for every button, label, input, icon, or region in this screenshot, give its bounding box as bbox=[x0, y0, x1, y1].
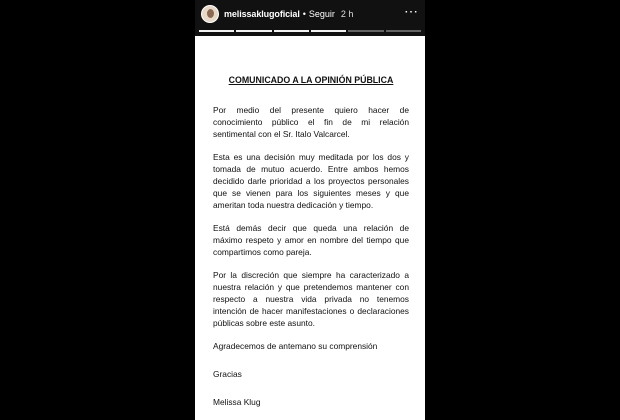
gracias-line: Gracias bbox=[213, 369, 242, 379]
thanks-line: Agradecemos de antemano su comprensión bbox=[213, 341, 378, 351]
username[interactable]: melissaklugoficial bbox=[224, 9, 300, 19]
signature: Melissa Klug bbox=[213, 397, 261, 407]
progress-segment bbox=[199, 30, 234, 32]
story-progress-bar bbox=[199, 30, 421, 32]
story-viewer bbox=[195, 0, 425, 420]
separator-dot: • bbox=[302, 9, 306, 19]
follow-button[interactable]: Seguir bbox=[308, 9, 335, 19]
more-options-icon[interactable]: ⋯ bbox=[404, 3, 419, 19]
statement-document bbox=[213, 74, 409, 419]
progress-segment bbox=[236, 30, 271, 32]
story-top-bar bbox=[195, 0, 425, 36]
avatar[interactable] bbox=[201, 5, 219, 23]
statement-paragraph-2: Esta es una decisión muy meditada por los dos y tomada de mutuo acuerdo. Entre ambos hemos decidido darle prioridad a los proyectos personales que se vienen para los siguientes meses y que ameritan toda nuestra dedicación y tiempo. bbox=[213, 152, 409, 210]
statement-title: COMUNICADO A LA OPINIÓN PÚBLICA bbox=[228, 75, 394, 85]
progress-segment bbox=[311, 30, 346, 32]
statement-paragraph-3: Está demás decir que queda una relación de máximo respeto y amor en nombre del tiempo que compartimos como pareja. bbox=[213, 223, 409, 257]
statement-paragraph-4: Por la discreción que siempre ha caracterizado a nuestra relación y que pretendemos mantener con respecto a nuestra vida privada no tenemos intención de hacer manifestaciones o declaraciones públicas sobre este asunto. bbox=[213, 270, 409, 328]
story-header bbox=[195, 2, 425, 26]
post-time: 2 h bbox=[340, 9, 354, 19]
progress-segment bbox=[274, 30, 309, 32]
progress-segment bbox=[386, 30, 421, 32]
progress-segment bbox=[348, 30, 383, 32]
statement-paragraph-1: Por medio del presente quiero hacer de conocimiento público el fin de mi relación sentimental con el Sr. Italo Valcarcel. bbox=[213, 105, 409, 139]
